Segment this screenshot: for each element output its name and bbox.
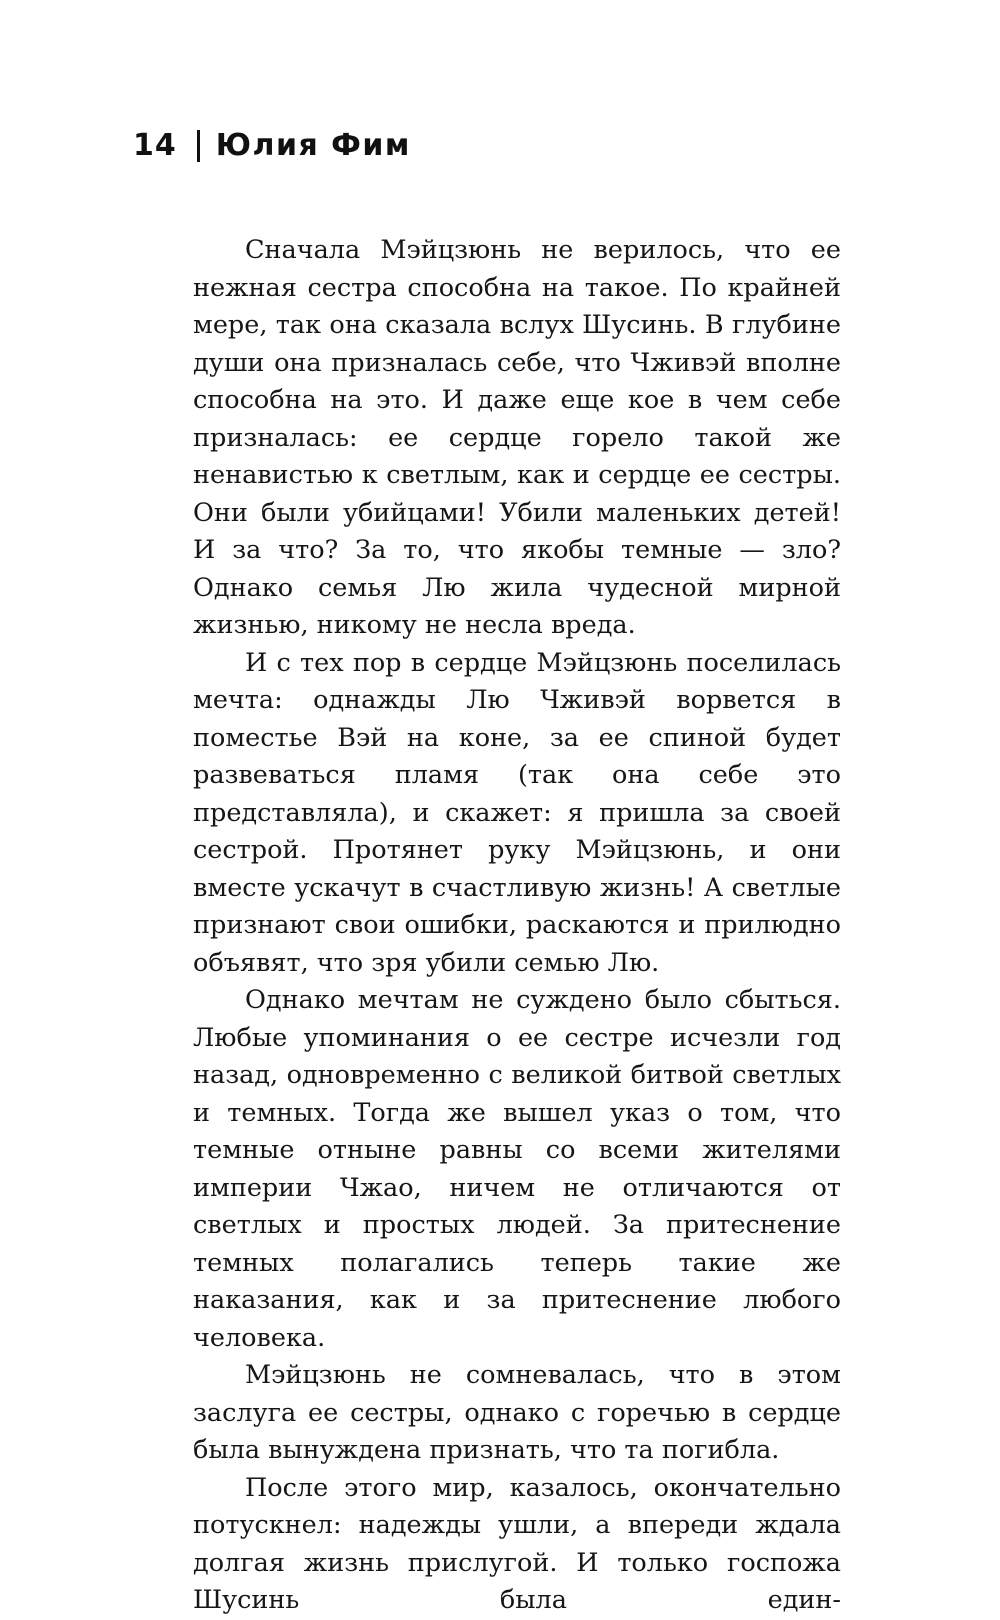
body-text — [193, 232, 841, 1620]
header-divider — [197, 130, 200, 162]
author-name: Юлия Фим — [215, 128, 411, 163]
running-head — [133, 128, 411, 163]
paragraph-1: Сначала Мэйцзюнь не верилось, что ее нежная сестра способна на такое. По крайней мере, так она сказала вслух Шусинь. В глубине души она призналась себе, что Чживэй вполне способна на это. И даже еще кое в чем себе призналась: ее сердце горело такой же ненавистью к светлым, как и сердце ее сестры. Они были убийцами! Убили маленьких детей! И за что? За то, что якобы темные — зло? Однако семья Лю жила чудесной мирной жизнью, никому не несла вреда. — [193, 235, 841, 640]
paragraph-2: И с тех пор в сердце Мэйцзюнь поселилась мечта: однажды Лю Чживэй ворвется в поместье Вэй на коне, за ее спиной будет развеваться пламя (так она себе это представляла), и скажет: я пришла за своей сестрой. Протянет руку Мэйцзюнь, и они вместе ускачут в счастливую жизнь! А светлые признают свои ошибки, раскаются и прилюдно объявят, что зря убили семью Лю. — [193, 647, 841, 978]
paragraph-5: После этого мир, казалось, окончательно потускнел: надежды ушли, а впереди ждала долгая жизнь прислугой. И только госпожа Шусинь была един- — [193, 1472, 841, 1615]
paragraph-3: Однако мечтам не суждено было сбыться. Любые упоминания о ее сестре исчезли год назад, одновременно с великой битвой светлых и темных. Тогда же вышел указ о том, что темные отныне равны со всеми жителями империи Чжао, ничем не отличаются от светлых и простых людей. За притеснение темных полагались теперь такие же наказания, как и за притеснение любого человека. — [193, 985, 841, 1353]
paragraph-4: Мэйцзюнь не сомневалась, что в этом заслуга ее сестры, однако с горечью в сердце была вынуждена признать, что та погибла. — [193, 1360, 841, 1465]
page-number: 14 — [133, 128, 177, 163]
